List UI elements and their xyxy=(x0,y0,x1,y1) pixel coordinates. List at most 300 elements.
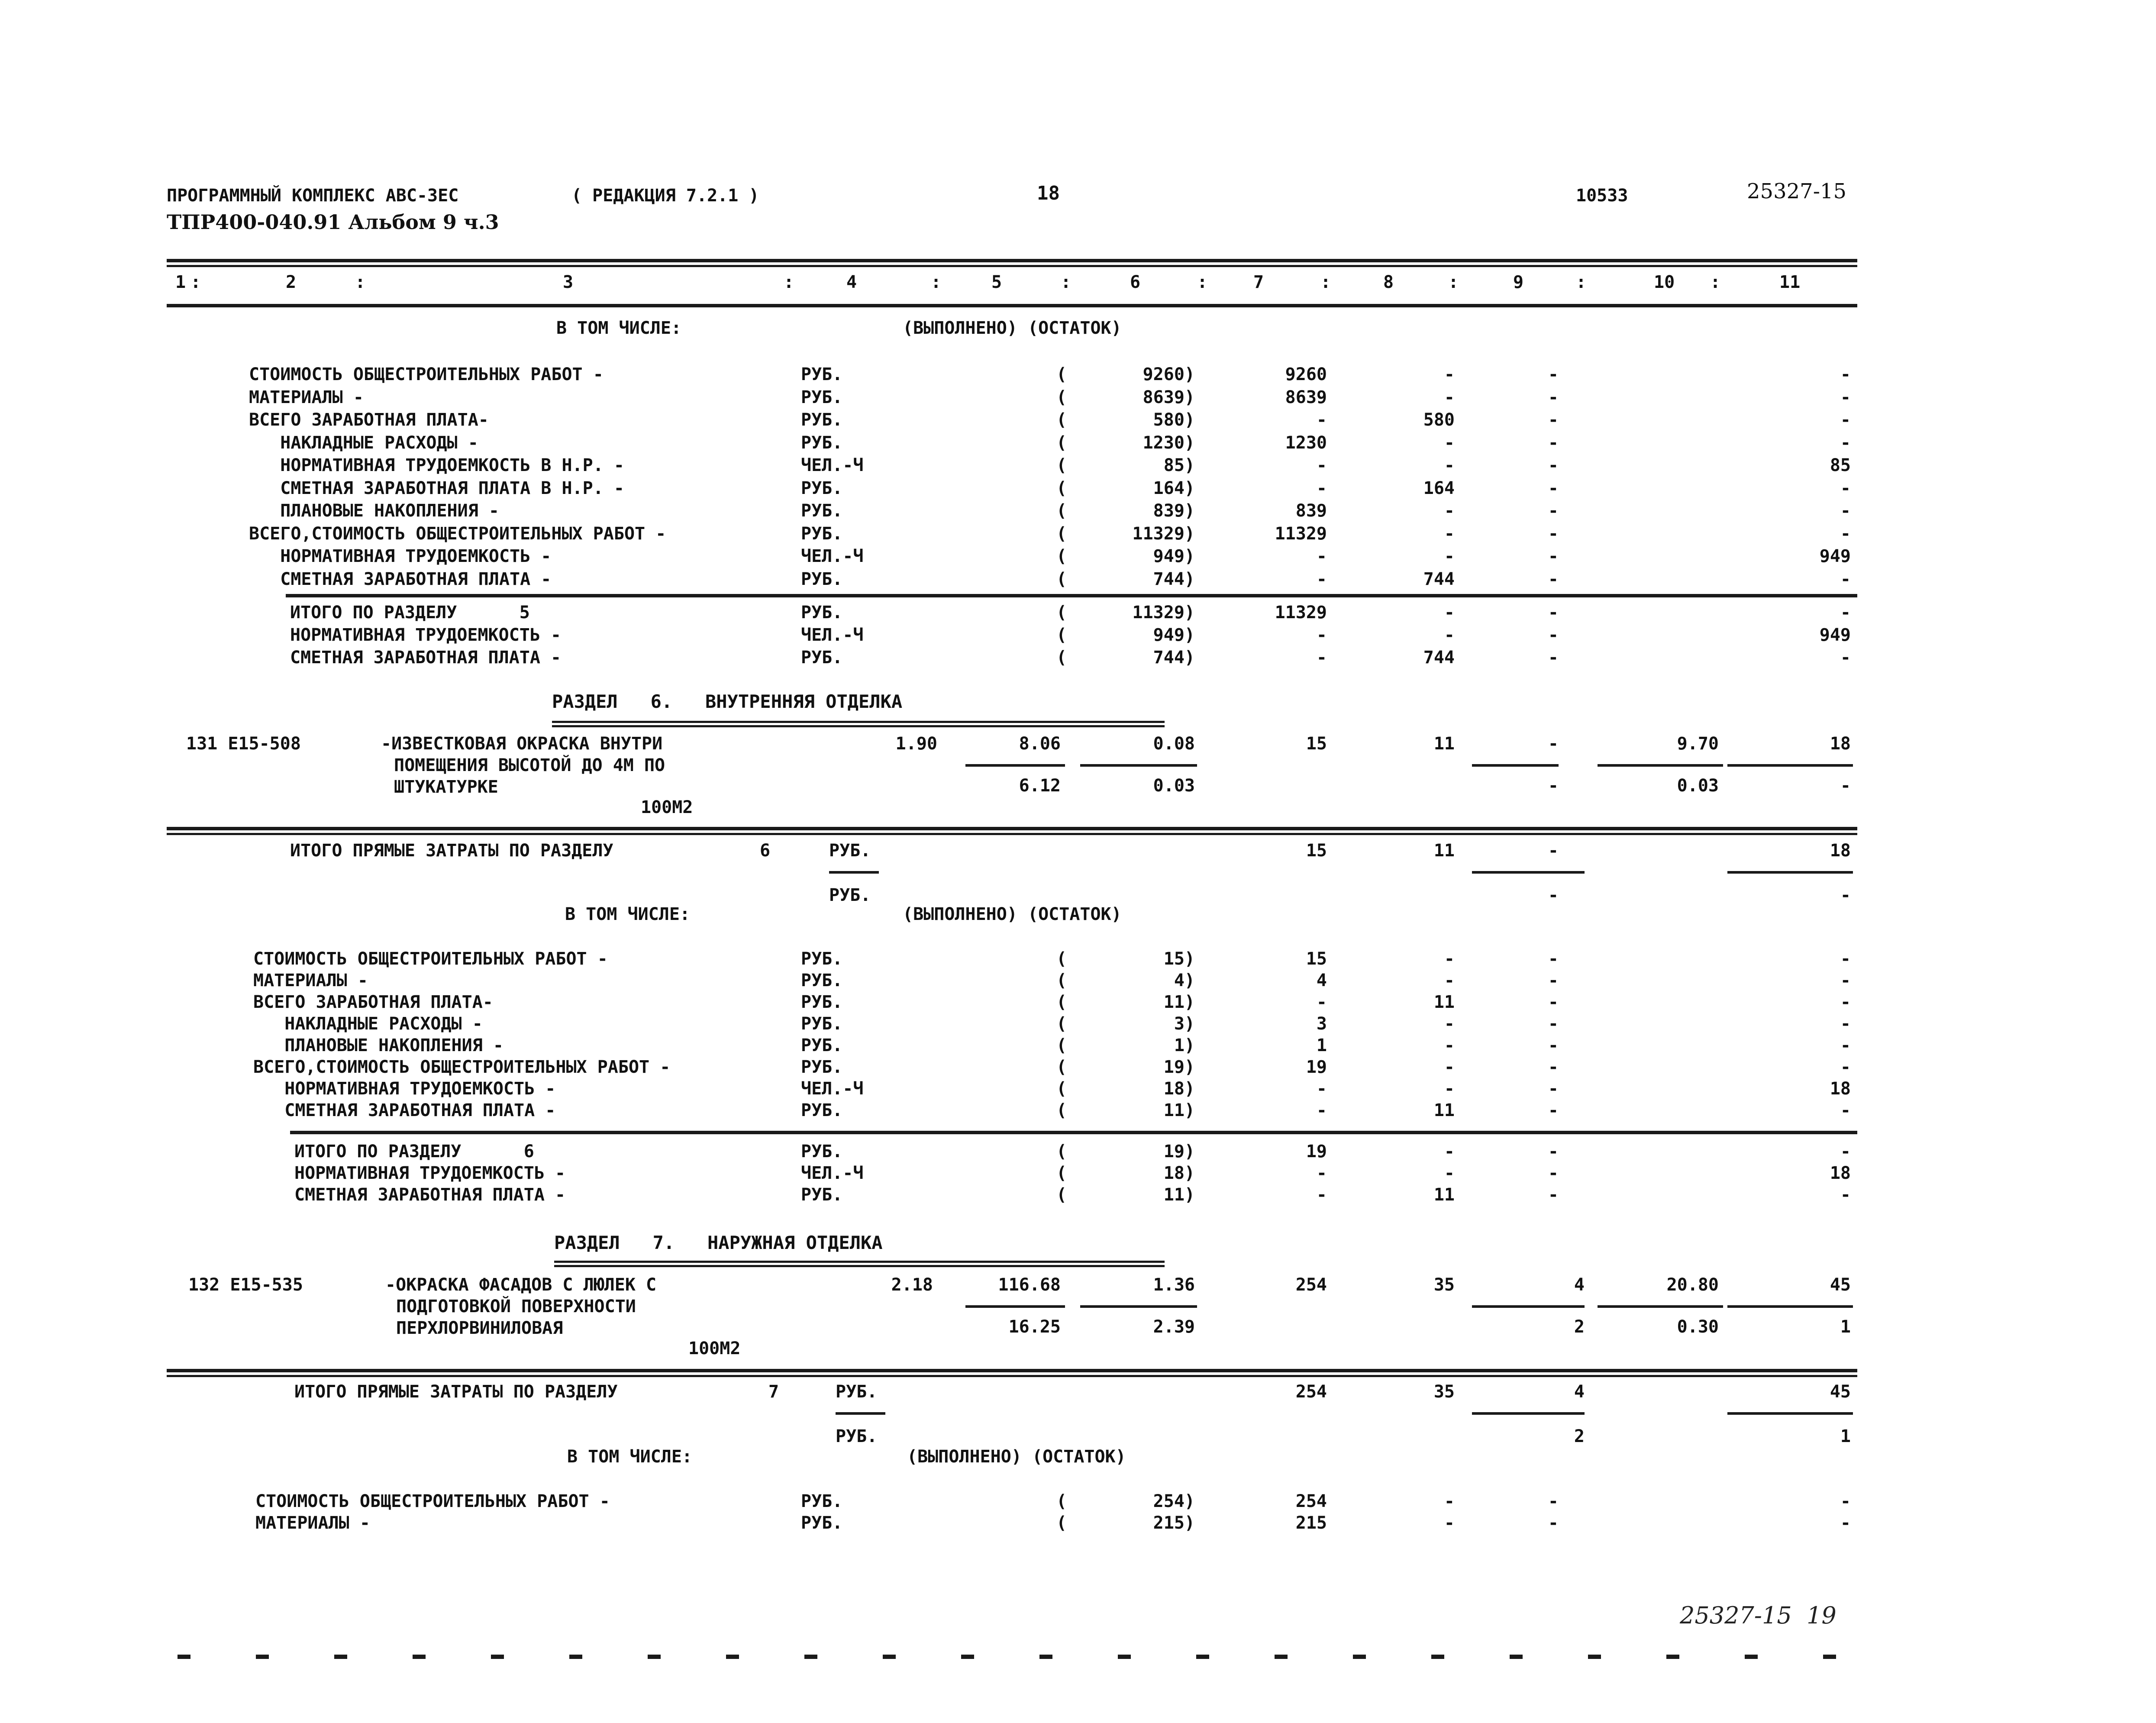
row-col8: 164 xyxy=(1423,478,1455,498)
row-col11: - xyxy=(1840,1185,1851,1205)
row-col7: - xyxy=(1316,625,1327,645)
row-label: ВСЕГО,СТОИМОСТЬ ОБЩЕСТРОИТЕЛЬНЫХ РАБОТ - xyxy=(253,1057,671,1077)
direct6-split xyxy=(829,871,879,874)
row-col8: - xyxy=(1444,1057,1455,1077)
row-unit: ЧЕЛ.-Ч xyxy=(801,1079,864,1099)
row-col11: - xyxy=(1840,1057,1851,1077)
footer-dash xyxy=(491,1655,504,1659)
item-col5-b: 6.12 xyxy=(1019,776,1061,796)
row-value: 3) xyxy=(1174,1014,1195,1034)
footer-dash xyxy=(1275,1655,1288,1659)
row-col8: - xyxy=(1444,1036,1455,1055)
item-unit: 100М2 xyxy=(688,1339,741,1358)
footer-dash xyxy=(569,1655,582,1659)
footer-dash xyxy=(1510,1655,1523,1659)
row-col8: 744 xyxy=(1423,648,1455,668)
row-value: 839) xyxy=(1153,501,1195,521)
row-col8: - xyxy=(1444,501,1455,521)
item6-split xyxy=(1598,764,1723,767)
open-paren: ( xyxy=(1056,1513,1067,1533)
open-paren: ( xyxy=(1056,455,1067,475)
direct6-split xyxy=(1472,871,1585,874)
row-col7: - xyxy=(1316,1100,1327,1120)
row-label: СМЕТНАЯ ЗАРАБОТНАЯ ПЛАТА - xyxy=(290,648,562,668)
item-col10: 9.70 xyxy=(1677,734,1719,754)
row-col8: 11 xyxy=(1433,1185,1455,1205)
footer-dash xyxy=(1039,1655,1052,1659)
row-col7: 19 xyxy=(1306,1142,1327,1162)
row-value: 11329) xyxy=(1132,523,1195,544)
top-rule-2 xyxy=(167,265,1857,267)
row-col8: - xyxy=(1444,546,1455,566)
column-number-10: 10 xyxy=(1654,272,1675,292)
row-col7: 11329 xyxy=(1275,603,1327,623)
row-col7: - xyxy=(1316,1185,1327,1205)
row-value: 215) xyxy=(1153,1513,1195,1533)
row-unit: РУБ. xyxy=(801,478,843,498)
open-paren: ( xyxy=(1056,387,1067,407)
footer-dash xyxy=(1118,1655,1131,1659)
row-label: НОРМАТИВНАЯ ТРУДОЕМКОСТЬ В Н.Р. - xyxy=(249,455,624,475)
row-unit: РУБ. xyxy=(801,992,843,1012)
open-paren: ( xyxy=(1056,1100,1067,1120)
row-col11: - xyxy=(1840,387,1851,407)
row-col9: - xyxy=(1548,569,1559,589)
row-col11: - xyxy=(1840,1491,1851,1511)
row-col11: - xyxy=(1840,478,1851,498)
item-col8: 35 xyxy=(1433,1275,1455,1295)
done-rest-label-6: (ВЫПОЛНЕНО) (ОСТАТОК) xyxy=(903,904,1122,924)
row-unit: РУБ. xyxy=(801,501,843,521)
row-col7: 3 xyxy=(1316,1014,1327,1034)
item-col6: 1.36 xyxy=(1153,1275,1195,1295)
direct-total-unit-b: РУБ. xyxy=(836,1426,878,1446)
row-value: 11) xyxy=(1163,992,1195,1012)
row-col7: - xyxy=(1316,569,1327,589)
row-col8: - xyxy=(1444,1163,1455,1183)
row-label: МАТЕРИАЛЫ - xyxy=(249,387,364,407)
footer-dash xyxy=(648,1655,661,1659)
row-col11: - xyxy=(1840,1513,1851,1533)
direct-total-unit-b: РУБ. xyxy=(829,885,871,905)
row-label: МАТЕРИАЛЫ - xyxy=(255,1513,370,1533)
footer-dash xyxy=(1745,1655,1758,1659)
incl-label-7: В ТОМ ЧИСЛЕ: xyxy=(567,1447,692,1467)
done-rest-label-7: (ВЫПОЛНЕНО) (ОСТАТОК) xyxy=(907,1447,1126,1467)
row-col9: - xyxy=(1548,1163,1559,1183)
row-col7: - xyxy=(1316,410,1327,430)
row-label: СТОИМОСТЬ ОБЩЕСТРОИТЕЛЬНЫХ РАБОТ - xyxy=(253,949,608,969)
row-value: 11) xyxy=(1163,1100,1195,1120)
open-paren: ( xyxy=(1056,523,1067,544)
item-desc-2: ПОДГОТОВКОЙ ПОВЕРХНОСТИ xyxy=(396,1297,636,1316)
row-col8: 11 xyxy=(1433,992,1455,1012)
item-col6-b: 0.03 xyxy=(1153,776,1195,796)
direct-col7: 254 xyxy=(1295,1382,1327,1402)
item7-split xyxy=(965,1305,1065,1308)
row-col8: 11 xyxy=(1433,1100,1455,1120)
row-col9: - xyxy=(1548,478,1559,498)
item-desc-3: ПЕРХЛОРВИНИЛОВАЯ xyxy=(396,1318,563,1338)
row-col7: 1230 xyxy=(1285,432,1327,453)
row-value: 949) xyxy=(1153,625,1195,645)
item-desc-1: -ОКРАСКА ФАСАДОВ С ЛЮЛЕК С xyxy=(385,1275,657,1295)
column-number-5: 5 xyxy=(991,272,1002,292)
item-col6: 0.08 xyxy=(1153,734,1195,754)
row-col11: - xyxy=(1840,410,1851,430)
direct-col8: 11 xyxy=(1433,841,1455,861)
direct-col11-b: - xyxy=(1840,885,1851,905)
row-col7: 19 xyxy=(1306,1057,1327,1077)
rule-total5 xyxy=(286,594,1857,597)
item7-split xyxy=(1080,1305,1197,1308)
row-label: ПЛАНОВЫЕ НАКОПЛЕНИЯ - xyxy=(253,1036,503,1055)
item-col7: 254 xyxy=(1295,1275,1327,1295)
open-paren: ( xyxy=(1056,949,1067,969)
column-number-2: 2 xyxy=(286,272,297,292)
direct-col9-b: - xyxy=(1548,885,1559,905)
item-desc-3: ШТУКАТУРКЕ xyxy=(394,777,498,797)
row-col9: - xyxy=(1548,523,1559,544)
row-value: 11) xyxy=(1163,1185,1195,1205)
row-label: НОРМАТИВНАЯ ТРУДОЕМКОСТЬ - xyxy=(253,1079,556,1099)
footer-dash xyxy=(178,1655,190,1659)
row-col8: - xyxy=(1444,432,1455,453)
row-value: 19) xyxy=(1163,1057,1195,1077)
item-number: 132 Е15-535 xyxy=(188,1275,303,1295)
row-col11: - xyxy=(1840,523,1851,544)
row-col7: 9260 xyxy=(1285,365,1327,384)
row-label: СМЕТНАЯ ЗАРАБОТНАЯ ПЛАТА - xyxy=(253,1100,556,1120)
row-col11: - xyxy=(1840,1014,1851,1034)
row-col11: - xyxy=(1840,992,1851,1012)
row-label: НОРМАТИВНАЯ ТРУДОЕМКОСТЬ - xyxy=(249,546,552,566)
row-col8: - xyxy=(1444,971,1455,991)
row-col8: 580 xyxy=(1423,410,1455,430)
section6-underline xyxy=(552,721,1165,723)
row-col9: - xyxy=(1548,1185,1559,1205)
open-paren: ( xyxy=(1056,1185,1067,1205)
row-unit: РУБ. xyxy=(801,1036,843,1055)
sheet-reference: 25327-15 xyxy=(1747,179,1846,203)
direct-col11: 18 xyxy=(1830,841,1851,861)
column-separator: : xyxy=(784,272,794,292)
open-paren: ( xyxy=(1056,365,1067,384)
item6-split xyxy=(1727,764,1853,767)
row-value: 18) xyxy=(1163,1079,1195,1099)
open-paren: ( xyxy=(1056,410,1067,430)
direct-col7: 15 xyxy=(1306,841,1327,861)
direct7-split xyxy=(836,1412,885,1415)
row-value: 15) xyxy=(1163,949,1195,969)
item-col10-b: 0.30 xyxy=(1677,1317,1719,1337)
row-col9: - xyxy=(1548,1057,1559,1077)
row-col9: - xyxy=(1548,648,1559,668)
direct-total-label: ИТОГО ПРЯМЫЕ ЗАТРАТЫ ПО РАЗДЕЛУ xyxy=(294,1382,618,1402)
done-rest-label: (ВЫПОЛНЕНО) (ОСТАТОК) xyxy=(903,318,1122,338)
row-label: ВСЕГО,СТОИМОСТЬ ОБЩЕСТРОИТЕЛЬНЫХ РАБОТ - xyxy=(249,523,666,544)
row-col8: - xyxy=(1444,365,1455,384)
item7-split xyxy=(1598,1305,1723,1308)
row-col7: 11329 xyxy=(1275,523,1327,544)
row-col8: 744 xyxy=(1423,569,1455,589)
row-label: НОРМАТИВНАЯ ТРУДОЕМКОСТЬ - xyxy=(294,1163,566,1183)
row-unit: РУБ. xyxy=(801,1100,843,1120)
row-col9: - xyxy=(1548,432,1559,453)
row-unit: РУБ. xyxy=(801,387,843,407)
item-col5: 8.06 xyxy=(1019,734,1061,754)
row-col9: - xyxy=(1548,949,1559,969)
row-col11: 85 xyxy=(1830,455,1851,475)
footer-dash xyxy=(413,1655,426,1659)
footer-dash xyxy=(1431,1655,1444,1659)
row-col8: - xyxy=(1444,949,1455,969)
row-label: СТОИМОСТЬ ОБЩЕСТРОИТЕЛЬНЫХ РАБОТ - xyxy=(255,1491,610,1511)
row-label: ВСЕГО ЗАРАБОТНАЯ ПЛАТА- xyxy=(249,410,489,430)
row-value: 164) xyxy=(1153,478,1195,498)
row-label: ИТОГО ПО РАЗДЕЛУ 6 xyxy=(294,1142,534,1162)
footer-dash xyxy=(961,1655,974,1659)
document-code: 10533 xyxy=(1576,186,1628,206)
open-paren: ( xyxy=(1056,992,1067,1012)
column-separator: : xyxy=(1061,272,1072,292)
section6-title: РАЗДЕЛ 6. ВНУТРЕННЯЯ ОТДЕЛКА xyxy=(552,691,903,712)
direct-total-unit: РУБ. xyxy=(836,1382,878,1402)
column-number-9: 9 xyxy=(1513,272,1524,292)
row-unit: РУБ. xyxy=(801,365,843,384)
row-col9: - xyxy=(1548,1079,1559,1099)
row-value: 9260) xyxy=(1143,365,1195,384)
open-paren: ( xyxy=(1056,1142,1067,1162)
row-col11: - xyxy=(1840,1100,1851,1120)
open-paren: ( xyxy=(1056,603,1067,623)
row-col7: 15 xyxy=(1306,949,1327,969)
footer-dash xyxy=(1196,1655,1209,1659)
row-col9: - xyxy=(1548,546,1559,566)
header-rule xyxy=(167,304,1857,307)
row-col9: - xyxy=(1548,1036,1559,1055)
row-unit: РУБ. xyxy=(801,1491,843,1511)
row-label: МАТЕРИАЛЫ - xyxy=(253,971,368,991)
item-desc-2: ПОМЕЩЕНИЯ ВЫСОТОЙ ДО 4М ПО xyxy=(394,755,665,775)
footer-dash xyxy=(804,1655,817,1659)
direct7-split xyxy=(1472,1412,1585,1415)
column-separator: : xyxy=(190,272,201,292)
row-unit: РУБ. xyxy=(801,523,843,544)
item-desc-1: -ИЗВЕСТКОВАЯ ОКРАСКА ВНУТРИ xyxy=(381,734,663,754)
direct-total-unit: РУБ. xyxy=(829,841,871,861)
row-col8: - xyxy=(1444,625,1455,645)
item-col11-b: - xyxy=(1840,776,1851,796)
section7-title: РАЗДЕЛ 7. НАРУЖНАЯ ОТДЕЛКА xyxy=(554,1232,883,1253)
row-col9: - xyxy=(1548,410,1559,430)
row-value: 19) xyxy=(1163,1142,1195,1162)
item6-split xyxy=(1472,764,1559,767)
item-qty: 1.90 xyxy=(895,734,937,754)
row-col9: - xyxy=(1548,625,1559,645)
row-col9: - xyxy=(1548,603,1559,623)
handwritten-sheet-number: 25327-15 19 xyxy=(1680,1602,1836,1629)
row-col11: 18 xyxy=(1830,1163,1851,1183)
rule-direct7 xyxy=(167,1369,1857,1372)
row-col7: 1 xyxy=(1316,1036,1327,1055)
row-col7: - xyxy=(1316,455,1327,475)
column-number-11: 11 xyxy=(1779,272,1801,292)
row-unit: РУБ. xyxy=(801,569,843,589)
direct-col9: 4 xyxy=(1574,1382,1585,1402)
direct-col11: 45 xyxy=(1830,1382,1851,1402)
footer-dash xyxy=(883,1655,896,1659)
item-col5: 116.68 xyxy=(998,1275,1061,1295)
footer-dash xyxy=(1353,1655,1366,1659)
open-paren: ( xyxy=(1056,1163,1067,1183)
row-col11: - xyxy=(1840,648,1851,668)
row-col8: - xyxy=(1444,1079,1455,1099)
open-paren: ( xyxy=(1056,625,1067,645)
open-paren: ( xyxy=(1056,1491,1067,1511)
row-value: 11329) xyxy=(1132,603,1195,623)
row-col7: 4 xyxy=(1316,971,1327,991)
column-separator: : xyxy=(931,272,942,292)
row-col8: - xyxy=(1444,1491,1455,1511)
row-label: СМЕТНАЯ ЗАРАБОТНАЯ ПЛАТА В Н.Р. - xyxy=(249,478,624,498)
footer-dash xyxy=(334,1655,347,1659)
row-unit: РУБ. xyxy=(801,949,843,969)
row-col11: 949 xyxy=(1819,625,1851,645)
row-value: 85) xyxy=(1163,455,1195,475)
column-number-8: 8 xyxy=(1383,272,1394,292)
row-col8: - xyxy=(1444,603,1455,623)
rule-direct6 xyxy=(167,827,1857,830)
open-paren: ( xyxy=(1056,648,1067,668)
rule-direct6b xyxy=(167,833,1857,835)
row-unit: ЧЕЛ.-Ч xyxy=(801,1163,864,1183)
edition: ( РЕДАКЦИЯ 7.2.1 ) xyxy=(571,186,759,206)
row-col11: 18 xyxy=(1830,1079,1851,1099)
row-label: ПЛАНОВЫЕ НАКОПЛЕНИЯ - xyxy=(249,501,499,521)
row-col11: - xyxy=(1840,501,1851,521)
row-col7: - xyxy=(1316,648,1327,668)
row-col7: 254 xyxy=(1295,1491,1327,1511)
incl-label-6: В ТОМ ЧИСЛЕ: xyxy=(565,904,690,924)
row-value: 949) xyxy=(1153,546,1195,566)
open-paren: ( xyxy=(1056,1079,1067,1099)
item-col11-b: 1 xyxy=(1840,1317,1851,1337)
row-value: 4) xyxy=(1174,971,1195,991)
row-col11: - xyxy=(1840,569,1851,589)
direct-col8: 35 xyxy=(1433,1382,1455,1402)
open-paren: ( xyxy=(1056,432,1067,453)
section6-underline xyxy=(552,725,1165,727)
direct-col9-b: 2 xyxy=(1574,1426,1585,1446)
row-col8: - xyxy=(1444,1513,1455,1533)
row-col11: - xyxy=(1840,432,1851,453)
footer-dash xyxy=(726,1655,739,1659)
row-unit: РУБ. xyxy=(801,648,843,668)
rule-direct7b xyxy=(167,1375,1857,1377)
row-unit: ЧЕЛ.-Ч xyxy=(801,625,864,645)
direct-total-label: ИТОГО ПРЯМЫЕ ЗАТРАТЫ ПО РАЗДЕЛУ xyxy=(290,841,613,861)
item-col9-b: 2 xyxy=(1574,1317,1585,1337)
row-col8: - xyxy=(1444,387,1455,407)
section7-underline xyxy=(554,1265,1165,1267)
row-col9: - xyxy=(1548,501,1559,521)
item-col11: 45 xyxy=(1830,1275,1851,1295)
item-col5-b: 16.25 xyxy=(1008,1317,1061,1337)
item6-split xyxy=(965,764,1065,767)
row-label: ВСЕГО ЗАРАБОТНАЯ ПЛАТА- xyxy=(253,992,493,1012)
row-col9: - xyxy=(1548,455,1559,475)
open-paren: ( xyxy=(1056,546,1067,566)
row-label: НАКЛАДНЫЕ РАСХОДЫ - xyxy=(249,432,478,453)
column-separator: : xyxy=(1576,272,1587,292)
open-paren: ( xyxy=(1056,1057,1067,1077)
item-col8: 11 xyxy=(1433,734,1455,754)
row-col11: - xyxy=(1840,1142,1851,1162)
row-unit: РУБ. xyxy=(801,1014,843,1034)
row-label: НАКЛАДНЫЕ РАСХОДЫ - xyxy=(253,1014,483,1034)
row-label: СТОИМОСТЬ ОБЩЕСТРОИТЕЛЬНЫХ РАБОТ - xyxy=(249,365,604,384)
program-title: ПРОГРАММНЫЙ КОМПЛЕКС АВС-3ЕС xyxy=(167,186,459,206)
item-col10: 20.80 xyxy=(1666,1275,1719,1295)
row-unit: РУБ. xyxy=(801,410,843,430)
row-col11: 949 xyxy=(1819,546,1851,566)
item-col10-b: 0.03 xyxy=(1677,776,1719,796)
item-qty: 2.18 xyxy=(891,1275,933,1295)
row-value: 8639) xyxy=(1143,387,1195,407)
row-label: СМЕТНАЯ ЗАРАБОТНАЯ ПЛАТА - xyxy=(249,569,552,589)
footer-dash xyxy=(1588,1655,1601,1659)
row-value: 744) xyxy=(1153,648,1195,668)
item-col9-b: - xyxy=(1548,776,1559,796)
column-separator: : xyxy=(1710,272,1721,292)
column-separator: : xyxy=(1448,272,1459,292)
column-separator: : xyxy=(1320,272,1331,292)
row-col7: - xyxy=(1316,478,1327,498)
row-col7: 839 xyxy=(1295,501,1327,521)
row-unit: РУБ. xyxy=(801,1513,843,1533)
row-value: 254) xyxy=(1153,1491,1195,1511)
row-col7: - xyxy=(1316,1163,1327,1183)
rule-total6 xyxy=(290,1131,1857,1134)
section7-underline xyxy=(554,1261,1165,1263)
footer-dash xyxy=(1823,1655,1836,1659)
row-value: 18) xyxy=(1163,1163,1195,1183)
open-paren: ( xyxy=(1056,971,1067,991)
item7-split xyxy=(1472,1305,1585,1308)
row-col9: - xyxy=(1548,971,1559,991)
row-col11: - xyxy=(1840,1036,1851,1055)
page-number: 18 xyxy=(1037,182,1060,204)
item6-split xyxy=(1080,764,1197,767)
item-col7: 15 xyxy=(1306,734,1327,754)
row-col9: - xyxy=(1548,387,1559,407)
open-paren: ( xyxy=(1056,478,1067,498)
direct7-split xyxy=(1727,1412,1853,1415)
row-unit: РУБ. xyxy=(801,432,843,453)
row-col11: - xyxy=(1840,971,1851,991)
open-paren: ( xyxy=(1056,501,1067,521)
item-unit: 100М2 xyxy=(641,797,693,817)
row-col8: - xyxy=(1444,455,1455,475)
row-unit: РУБ. xyxy=(801,1142,843,1162)
item-col6-b: 2.39 xyxy=(1153,1317,1195,1337)
row-value: 580) xyxy=(1153,410,1195,430)
row-col9: - xyxy=(1548,1491,1559,1511)
direct-total-section: 6 xyxy=(760,841,771,861)
open-paren: ( xyxy=(1056,569,1067,589)
row-value: 1) xyxy=(1174,1036,1195,1055)
